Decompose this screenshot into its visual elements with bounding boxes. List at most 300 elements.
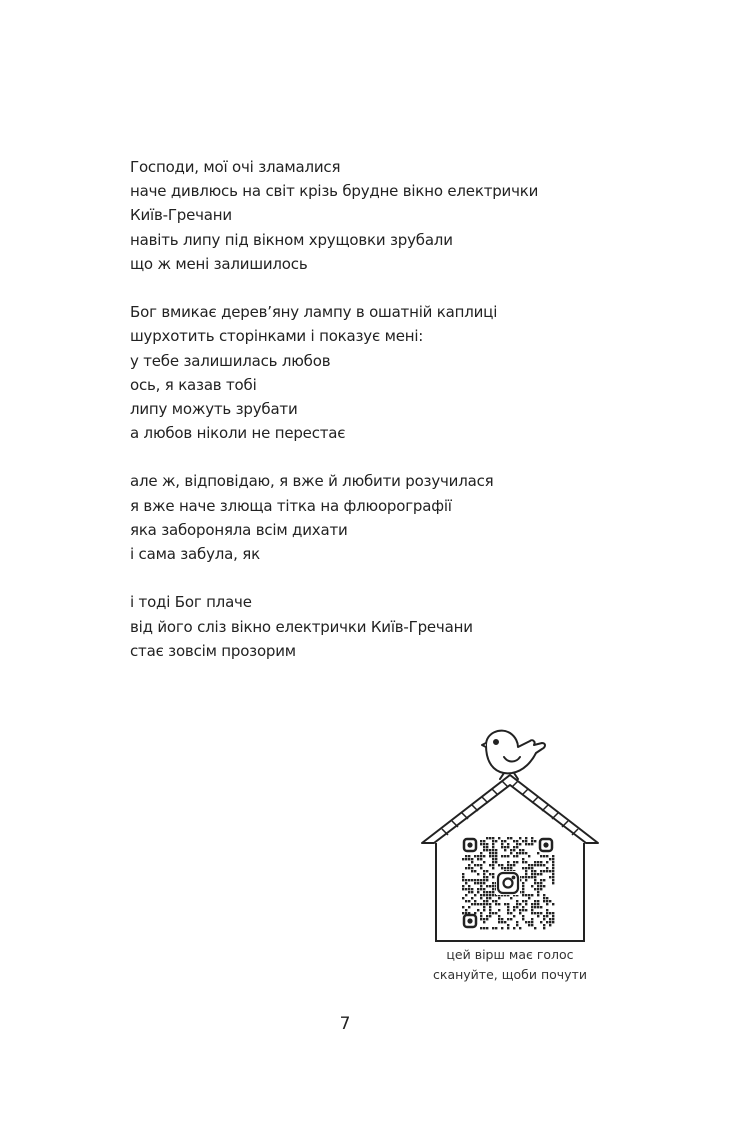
- qr-module: [516, 855, 518, 857]
- qr-module: [522, 909, 524, 911]
- qr-module: [531, 894, 533, 896]
- qr-module: [531, 864, 533, 866]
- qr-module: [537, 888, 539, 890]
- qr-module: [483, 903, 485, 905]
- qr-module: [468, 888, 470, 890]
- qr-module: [519, 843, 521, 845]
- qr-module: [516, 903, 518, 905]
- qr-module: [519, 909, 521, 911]
- qr-module: [501, 918, 503, 920]
- qr-module: [513, 915, 515, 917]
- qr-module: [534, 864, 536, 866]
- qr-module: [492, 912, 494, 914]
- poem-line: і тоді Бог плаче: [130, 593, 252, 612]
- qr-module: [504, 867, 506, 869]
- qr-module: [465, 900, 467, 902]
- qr-module: [489, 903, 491, 905]
- qr-module: [486, 903, 488, 905]
- qr-module: [492, 849, 494, 851]
- qr-module: [519, 903, 521, 905]
- qr-module: [483, 840, 485, 842]
- qr-module: [525, 837, 527, 839]
- qr-module: [477, 909, 479, 911]
- qr-module: [522, 876, 524, 878]
- qr-module: [510, 867, 512, 869]
- qr-module: [528, 894, 530, 896]
- qr-module: [474, 903, 476, 905]
- qr-module: [501, 840, 503, 842]
- qr-module: [528, 867, 530, 869]
- qr-module: [531, 870, 533, 872]
- qr-module: [507, 912, 509, 914]
- qr-module: [540, 855, 542, 857]
- qr-module: [510, 897, 512, 899]
- qr-module: [552, 921, 554, 923]
- qr-module: [495, 927, 497, 929]
- poem-line: але ж, відповідаю, я вже й любити розучилася: [130, 472, 494, 491]
- qr-module: [531, 867, 533, 869]
- qr-module: [528, 924, 530, 926]
- qr-module: [540, 861, 542, 863]
- qr-module: [474, 879, 476, 881]
- qr-module: [528, 864, 530, 866]
- qr-module: [468, 879, 470, 881]
- qr-module: [471, 891, 473, 893]
- qr-module: [468, 906, 470, 908]
- qr-module: [504, 903, 506, 905]
- qr-module: [534, 840, 536, 842]
- qr-module: [522, 861, 524, 863]
- qr-module: [462, 858, 464, 860]
- qr-module: [462, 897, 464, 899]
- qr-module: [546, 900, 548, 902]
- qr-module: [525, 852, 527, 854]
- qr-module: [471, 888, 473, 890]
- birdhouse-qr-illustration[interactable]: [420, 725, 600, 945]
- qr-module: [549, 924, 551, 926]
- stanza-gap: [130, 445, 538, 469]
- qr-module: [552, 903, 554, 905]
- poem-line: стає зовсім прозорим: [130, 641, 296, 660]
- qr-module: [531, 912, 533, 914]
- qr-module: [486, 915, 488, 917]
- qr-module: [492, 858, 494, 860]
- qr-module: [516, 846, 518, 848]
- qr-module: [486, 879, 488, 881]
- qr-module: [486, 918, 488, 920]
- qr-module: [534, 903, 536, 905]
- qr-module: [507, 864, 509, 866]
- qr-module: [549, 921, 551, 923]
- qr-module: [465, 882, 467, 884]
- qr-module: [525, 861, 527, 863]
- qr-module: [486, 891, 488, 893]
- qr-module: [492, 888, 494, 890]
- qr-module: [540, 885, 542, 887]
- poem-line: у тебе залишилась любов: [130, 351, 331, 370]
- qr-module: [492, 885, 494, 887]
- poem-line: липу можуть зрубати: [130, 399, 298, 418]
- qr-module: [465, 894, 467, 896]
- qr-module: [552, 912, 554, 914]
- qr-module: [465, 912, 467, 914]
- qr-module: [552, 870, 554, 872]
- qr-module: [474, 900, 476, 902]
- qr-module: [513, 906, 515, 908]
- qr-module: [498, 864, 500, 866]
- qr-module: [477, 864, 479, 866]
- qr-module: [549, 870, 551, 872]
- qr-module: [474, 855, 476, 857]
- qr-module: [534, 873, 536, 875]
- qr-module: [498, 897, 500, 899]
- qr-module: [486, 894, 488, 896]
- qr-module: [522, 858, 524, 860]
- qr-module: [528, 921, 530, 923]
- qr-module: [474, 894, 476, 896]
- qr-module: [468, 900, 470, 902]
- qr-module: [492, 837, 494, 839]
- qr-module: [489, 906, 491, 908]
- qr-module: [486, 900, 488, 902]
- qr-module: [522, 888, 524, 890]
- qr-caption-line-1: цей вірш має голос: [446, 947, 574, 962]
- qr-module: [495, 858, 497, 860]
- qr-module: [552, 918, 554, 920]
- qr-module: [540, 879, 542, 881]
- qr-module: [549, 858, 551, 860]
- qr-module: [480, 927, 482, 929]
- qr-module: [468, 891, 470, 893]
- poem-line: наче дивлюсь на світ крізь брудне вікно електрички: [130, 182, 539, 201]
- qr-module: [483, 882, 485, 884]
- qr-module: [531, 903, 533, 905]
- qr-module: [492, 882, 494, 884]
- qr-module: [552, 861, 554, 863]
- qr-module: [483, 873, 485, 875]
- stanza-gap: [130, 276, 538, 300]
- qr-module: [537, 891, 539, 893]
- poem-line: що ж мені залишилось: [130, 254, 308, 273]
- qr-module: [507, 924, 509, 926]
- qr-module: [462, 906, 464, 908]
- qr-module: [504, 855, 506, 857]
- qr-module: [504, 846, 506, 848]
- poem-line: Київ-Гречани: [130, 206, 232, 225]
- qr-module: [525, 876, 527, 878]
- qr-module: [492, 876, 494, 878]
- qr-module: [483, 909, 485, 911]
- qr-module: [525, 894, 527, 896]
- qr-module: [480, 852, 482, 854]
- qr-module: [525, 879, 527, 881]
- qr-module: [534, 870, 536, 872]
- qr-module: [465, 867, 467, 869]
- qr-module: [531, 924, 533, 926]
- qr-module: [516, 861, 518, 863]
- poem-line: ось, я казав тобі: [130, 375, 257, 394]
- qr-module: [486, 876, 488, 878]
- qr-module: [546, 867, 548, 869]
- qr-module: [531, 840, 533, 842]
- qr-module: [513, 927, 515, 929]
- stanza-4: [130, 590, 538, 663]
- qr-module: [489, 852, 491, 854]
- qr-module: [489, 897, 491, 899]
- qr-module: [483, 921, 485, 923]
- qr-module: [507, 909, 509, 911]
- qr-module: [477, 891, 479, 893]
- qr-module: [483, 855, 485, 857]
- qr-module: [549, 918, 551, 920]
- qr-module: [516, 852, 518, 854]
- qr-module: [465, 909, 467, 911]
- qr-module: [531, 909, 533, 911]
- qr-module: [543, 894, 545, 896]
- qr-module: [480, 843, 482, 845]
- qr-module: [513, 909, 515, 911]
- qr-module: [483, 891, 485, 893]
- stanza-2: [130, 300, 538, 445]
- qr-module: [531, 885, 533, 887]
- qr-module: [522, 885, 524, 887]
- qr-module: [468, 912, 470, 914]
- qr-module: [531, 918, 533, 920]
- qr-module: [480, 888, 482, 890]
- qr-module: [531, 906, 533, 908]
- qr-module: [492, 861, 494, 863]
- qr-module: [501, 846, 503, 848]
- qr-module: [534, 927, 536, 929]
- qr-module: [480, 918, 482, 920]
- qr-module: [465, 858, 467, 860]
- qr-module: [471, 879, 473, 881]
- qr-module: [507, 867, 509, 869]
- qr-module: [492, 855, 494, 857]
- qr-module: [480, 858, 482, 860]
- qr-module: [504, 849, 506, 851]
- qr-module: [543, 855, 545, 857]
- qr-module: [510, 849, 512, 851]
- qr-module: [495, 852, 497, 854]
- qr-module: [480, 867, 482, 869]
- qr-module: [522, 849, 524, 851]
- qr-module: [516, 900, 518, 902]
- qr-module: [498, 903, 500, 905]
- qr-module: [513, 849, 515, 851]
- qr-module: [537, 906, 539, 908]
- qr-module: [462, 879, 464, 881]
- qr-module: [498, 918, 500, 920]
- qr-module: [474, 882, 476, 884]
- qr-module: [525, 909, 527, 911]
- qr-module: [525, 873, 527, 875]
- qr-module: [513, 840, 515, 842]
- qr-module: [492, 867, 494, 869]
- qr-module: [525, 867, 527, 869]
- qr-module: [522, 918, 524, 920]
- qr-module: [552, 855, 554, 857]
- qr-module: [507, 861, 509, 863]
- qr-module: [540, 921, 542, 923]
- qr-module: [483, 846, 485, 848]
- qr-module: [480, 882, 482, 884]
- qr-module: [531, 921, 533, 923]
- stanza-1: [130, 155, 538, 276]
- qr-module: [543, 927, 545, 929]
- qr-module: [522, 882, 524, 884]
- qr-module: [510, 864, 512, 866]
- qr-module: [474, 864, 476, 866]
- qr-module: [522, 906, 524, 908]
- qr-module: [501, 843, 503, 845]
- stanza-gap: [130, 566, 538, 590]
- qr-module: [537, 894, 539, 896]
- poem-line: шурхотить сторінками і показує мені:: [130, 327, 424, 346]
- qr-module: [543, 918, 545, 920]
- qr-module: [483, 927, 485, 929]
- qr-module: [468, 858, 470, 860]
- qr-module: [492, 846, 494, 848]
- qr-module: [534, 912, 536, 914]
- qr-module: [543, 897, 545, 899]
- qr-module: [549, 876, 551, 878]
- qr-module: [489, 915, 491, 917]
- qr-module: [552, 879, 554, 881]
- qr-module: [465, 879, 467, 881]
- qr-module: [516, 843, 518, 845]
- qr-module: [525, 840, 527, 842]
- qr-module: [468, 855, 470, 857]
- qr-module: [537, 915, 539, 917]
- qr-code[interactable]: [462, 837, 554, 929]
- qr-module: [495, 855, 497, 857]
- qr-module: [504, 840, 506, 842]
- qr-module: [522, 867, 524, 869]
- qr-module: [540, 864, 542, 866]
- qr-module: [489, 855, 491, 857]
- qr-module: [468, 867, 470, 869]
- qr-caption-line-2: скануйте, щоби почути: [433, 967, 587, 982]
- qr-module: [552, 873, 554, 875]
- qr-module: [495, 849, 497, 851]
- qr-module: [474, 912, 476, 914]
- qr-module: [483, 888, 485, 890]
- qr-module: [528, 855, 530, 857]
- qr-module: [477, 903, 479, 905]
- qr-module: [537, 885, 539, 887]
- qr-module: [546, 897, 548, 899]
- qr-module: [534, 882, 536, 884]
- qr-module: [462, 873, 464, 875]
- poem-line: і сама забула, як: [130, 545, 260, 563]
- qr-module: [546, 921, 548, 923]
- qr-module: [510, 852, 512, 854]
- qr-module: [471, 861, 473, 863]
- qr-module: [471, 870, 473, 872]
- qr-module: [480, 840, 482, 842]
- poem-line: я вже наче злюща тітка на флюорографії: [130, 496, 452, 515]
- qr-module: [507, 843, 509, 845]
- qr-module: [489, 912, 491, 914]
- qr-module: [465, 855, 467, 857]
- qr-module: [507, 837, 509, 839]
- qr-module: [492, 894, 494, 896]
- qr-module: [489, 885, 491, 887]
- qr-module: [468, 885, 470, 887]
- qr-module: [534, 888, 536, 890]
- qr-module: [486, 846, 488, 848]
- qr-module: [531, 873, 533, 875]
- qr-module: [483, 879, 485, 881]
- qr-module: [543, 885, 545, 887]
- qr-module: [522, 894, 524, 896]
- qr-module: [513, 864, 515, 866]
- qr-module: [513, 846, 515, 848]
- qr-module: [480, 903, 482, 905]
- qr-module: [549, 912, 551, 914]
- qr-module: [540, 873, 542, 875]
- qr-module: [540, 882, 542, 884]
- qr-module: [486, 870, 488, 872]
- qr-module: [489, 837, 491, 839]
- qr-module: [525, 921, 527, 923]
- qr-module: [516, 921, 518, 923]
- qr-module: [531, 876, 533, 878]
- poem-line: від його сліз вікно електрички Київ-Гречани: [130, 617, 473, 636]
- page-number: 7: [339, 1014, 351, 1034]
- qr-module: [480, 894, 482, 896]
- qr-module: [504, 921, 506, 923]
- qr-module: [537, 873, 539, 875]
- qr-module: [528, 897, 530, 899]
- poem: [130, 155, 538, 663]
- qr-module: [462, 912, 464, 914]
- qr-module: [537, 912, 539, 914]
- poem-line: Господи, мої очі зламалися: [130, 158, 341, 176]
- qr-module: [534, 861, 536, 863]
- qr-module: [501, 855, 503, 857]
- qr-module: [465, 888, 467, 890]
- qr-module: [495, 840, 497, 842]
- qr-module: [492, 891, 494, 893]
- qr-module: [552, 864, 554, 866]
- qr-module: [483, 843, 485, 845]
- qr-module: [483, 876, 485, 878]
- qr-module: [516, 924, 518, 926]
- qr-module: [510, 837, 512, 839]
- qr-module: [492, 927, 494, 929]
- qr-module: [507, 918, 509, 920]
- qr-module: [483, 870, 485, 872]
- qr-module: [519, 912, 521, 914]
- qr-module: [480, 864, 482, 866]
- qr-module: [498, 915, 500, 917]
- qr-module: [540, 870, 542, 872]
- qr-module: [546, 903, 548, 905]
- qr-module: [537, 882, 539, 884]
- qr-module: [543, 900, 545, 902]
- qr-module: [540, 888, 542, 890]
- qr-module: [489, 873, 491, 875]
- qr-module: [540, 912, 542, 914]
- qr-module: [546, 870, 548, 872]
- qr-module: [492, 873, 494, 875]
- qr-module: [525, 843, 527, 845]
- qr-module: [489, 909, 491, 911]
- qr-module: [522, 852, 524, 854]
- qr-module: [543, 924, 545, 926]
